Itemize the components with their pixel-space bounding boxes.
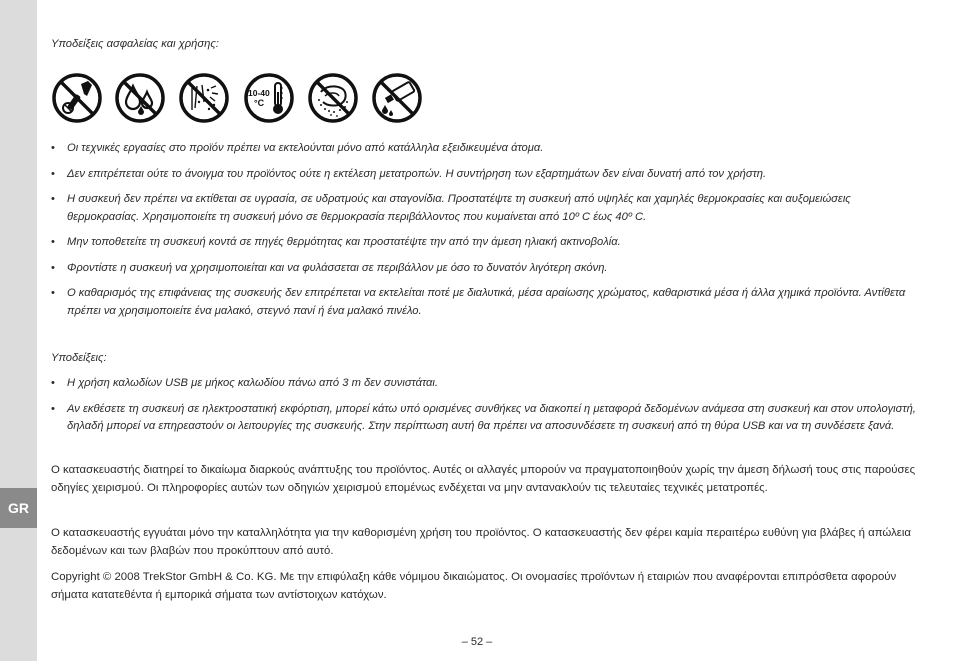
temperature-range-icon <box>243 72 295 124</box>
list-item: • Δεν επιτρέπεται ούτε το άνοιγμα του προϊόντος ούτε η εκτέλεση μετατροπών. Η συντήρηση των εξαρτημάτων δεν είναι δυνατή από τον χρήστη. <box>51 167 767 180</box>
notes-heading: Υποδείξεις: <box>51 352 107 364</box>
safety-heading: Υποδείξεις ασφαλείας και χρήσης: <box>51 38 219 50</box>
list-item: • Ο καθαρισμός της επιφάνειας της συσκευής δεν επιτρέπεται να εκτελείται ποτέ με διαλυτικά, μέσα αραίωσης χρώματος, καθαριστικά μέσα ή άλλα χημικά προϊόντα. Αντίθετα πρέπει να χρησιμοποιείτε ένα μαλακό, στεγνό πανί ή ένα μαλακό πινέλο. <box>51 287 906 317</box>
paragraph: Ο κατασκευαστής διατηρεί το δικαίωμα διαρκούς ανάπτυξης του προϊόντος. Αυτές οι αλλαγές μπορούν να πραγματοποιηθούν χωρίς την άμεση δήλωσή τους στις παρούσες οδηγίες χειρισμού. Οι πληροφορίες αυτών των οδηγιών χειρισμού επομένως ενδέχεται να μην αντανακλούν τις τελευταίες τεχνικές μετατροπές. <box>51 464 916 494</box>
no-disassembly-icon <box>51 72 103 124</box>
temperature-range-text: 10-40 <box>248 88 270 98</box>
language-tab <box>0 488 37 528</box>
page-number: – 52 – <box>461 636 493 648</box>
side-strip <box>0 0 37 661</box>
list-item: • Η συσκευή δεν πρέπει να εκτίθεται σε υγρασία, σε υδρατμούς και σταγονίδια. Προστατέψτε τη συσκευή από υψηλές και χαμηλές θερμοκρασίες και αυξομειώσεις θερμοκρασίας. Χρησιμοποιείτε τη συσκευή μόνο σε θερμοκρασία περιβάλλοντος που κυμαίνεται από 10º C έως 40º C. <box>51 193 851 223</box>
safety-bullet-list <box>51 140 921 320</box>
language-tab-label: GR <box>8 500 29 516</box>
no-dust-icon <box>307 72 359 124</box>
list-item: • Οι τεχνικές εργασίες στο προϊόν πρέπει να εκτελούνται μόνο από κατάλληλα εξειδικευμένα άτομα. <box>51 142 544 154</box>
notes-bullet-list <box>51 375 921 453</box>
list-item: • Μην τοποθετείτε τη συσκευή κοντά σε πηγές θερμότητας και προστατέψτε την από την άμεση ηλιακή ακτινοβολία. <box>51 236 621 248</box>
list-item: • Φροντίστε η συσκευή να χρησιμοποιείται και να φυλάσσεται σε περιβάλλον με όσο το δυνατόν λιγότερη σκόνη. <box>51 261 608 274</box>
paragraph: Ο κατασκευαστής εγγυάται μόνο την καταλληλότητα για την καθορισμένη χρήση του προϊόντος. Ο κατασκευαστής δεν φέρει καμία περαιτέρω ευθύνη για βλάβες ή απώλεια δεδομένων και των βλαβών που προκύπτουν από αυτό. <box>51 527 911 557</box>
no-moisture-spray-icon <box>178 72 230 124</box>
temperature-unit-text: °C <box>254 98 265 108</box>
no-chemical-cleaners-icon <box>371 72 423 124</box>
list-item: • Η χρήση καλωδίων USB με μήκος καλωδίου πάνω από 3 m δεν συνιστάται. <box>51 377 438 389</box>
paragraph: Copyright © 2008 TrekStor GmbH & Co. KG. Με την επιφύλαξη κάθε νόμιμου δικαιώματος. Οι ονομασίες προϊόντων ή εταιριών που αναφέρονται επιπρόσθετα αφορούν σήματα κατατεθέντα ή εμπορικά σήματα των αντίστοιχων κατόχων. <box>51 571 897 601</box>
list-item: • Αν εκθέσετε τη συσκευή σε ηλεκτροστατική εκφόρτιση, μπορεί κάτω υπό ορισμένες συνθήκες να διακοπεί η μεταφορά δεδομένων ανάμεσα στη συσκευή και στον υπολογιστή, δηλαδή μπορεί να επηρεαστούν οι λειτουργίες της συσκευής. Στην περίπτωση αυτή θα πρέπει να αποσυνδέσετε τη συσκευή από τη θύρα USB και να τη συνδέσετε ξανά. <box>51 402 916 432</box>
no-liquids-icon <box>114 72 166 124</box>
